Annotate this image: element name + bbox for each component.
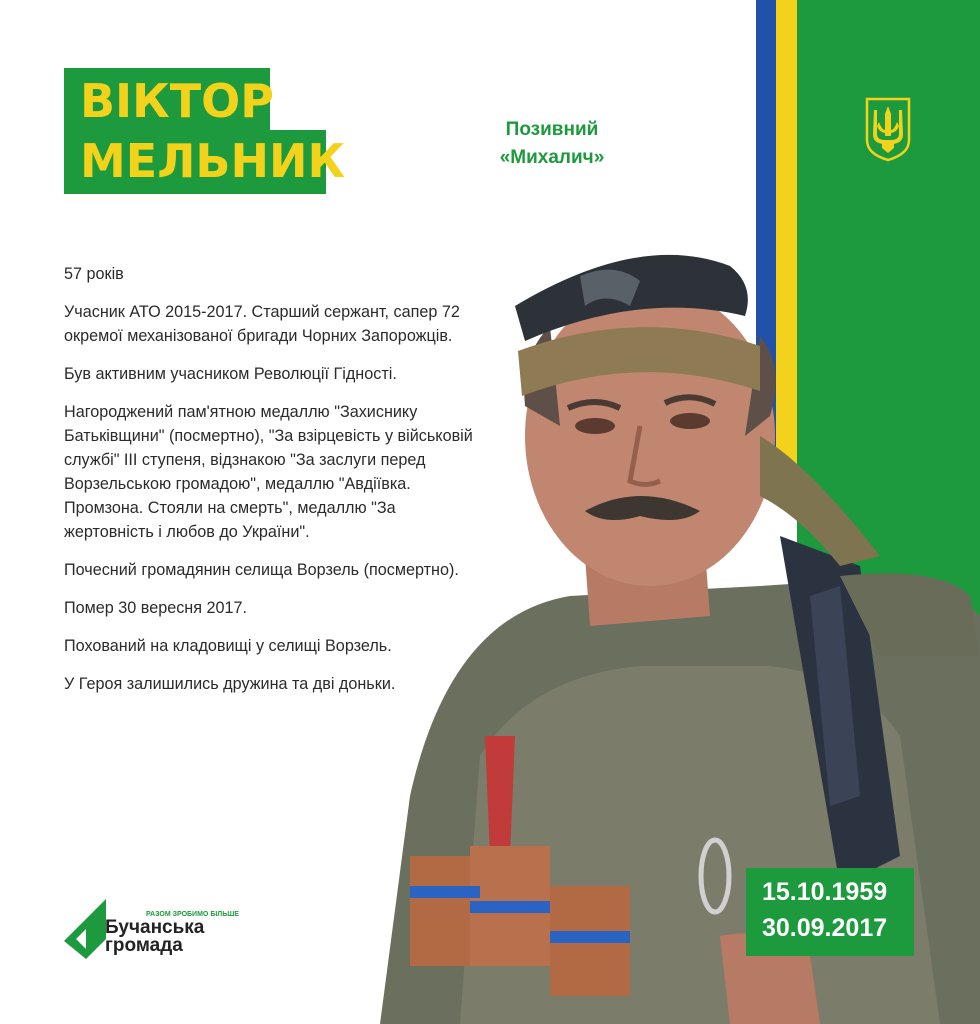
- logo-tagline: РАЗОМ ЗРОБИМО БІЛЬШЕ: [146, 911, 239, 918]
- callsign-block: [472, 116, 632, 172]
- bio-paragraph: Був активним учасником Революції Гідності.: [64, 365, 397, 383]
- logo-word-hromada: громада: [105, 935, 183, 956]
- birth-date: 15.10.1959: [762, 878, 888, 906]
- bio-paragraph: Учасник АТО 2015-2017. Старший сержант, сапер 72 окремої механізованої бригади Чорних Запорожців.: [64, 303, 460, 345]
- bio-paragraph: Похований на кладовищі у селищі Ворзель.: [64, 637, 392, 655]
- bio-paragraph: Помер 30 вересня 2017.: [64, 599, 248, 617]
- death-date: 30.09.2017: [762, 914, 888, 942]
- bio-paragraph: Почесний громадянин селища Ворзель (посмертно).: [64, 561, 459, 579]
- bio-paragraph: 57 років: [64, 265, 124, 283]
- logo-word-bucha: Бучанська: [105, 917, 205, 938]
- last-name: МЕЛЬНИК: [80, 134, 346, 188]
- trident-emblem-icon: [864, 96, 912, 162]
- first-name: ВІКТОР: [80, 74, 274, 128]
- bio-paragraph: Нагороджений пам'ятною медаллю "Захиснику Батьківщини" (посмертно), "За взірцевість у військовій службі" ІІІ ступеня, відзнакою "За заслуги перед Ворзельською громадою", медаллю "Авдіївка. Промзона. Стояли на смерть", медаллю "За жертовність і любов до України".: [64, 403, 473, 541]
- callsign-label: Позивний: [505, 119, 599, 140]
- callsign-value: «Михалич»: [499, 147, 605, 168]
- bio-paragraph: У Героя залишились дружина та дві доньки.: [64, 675, 396, 693]
